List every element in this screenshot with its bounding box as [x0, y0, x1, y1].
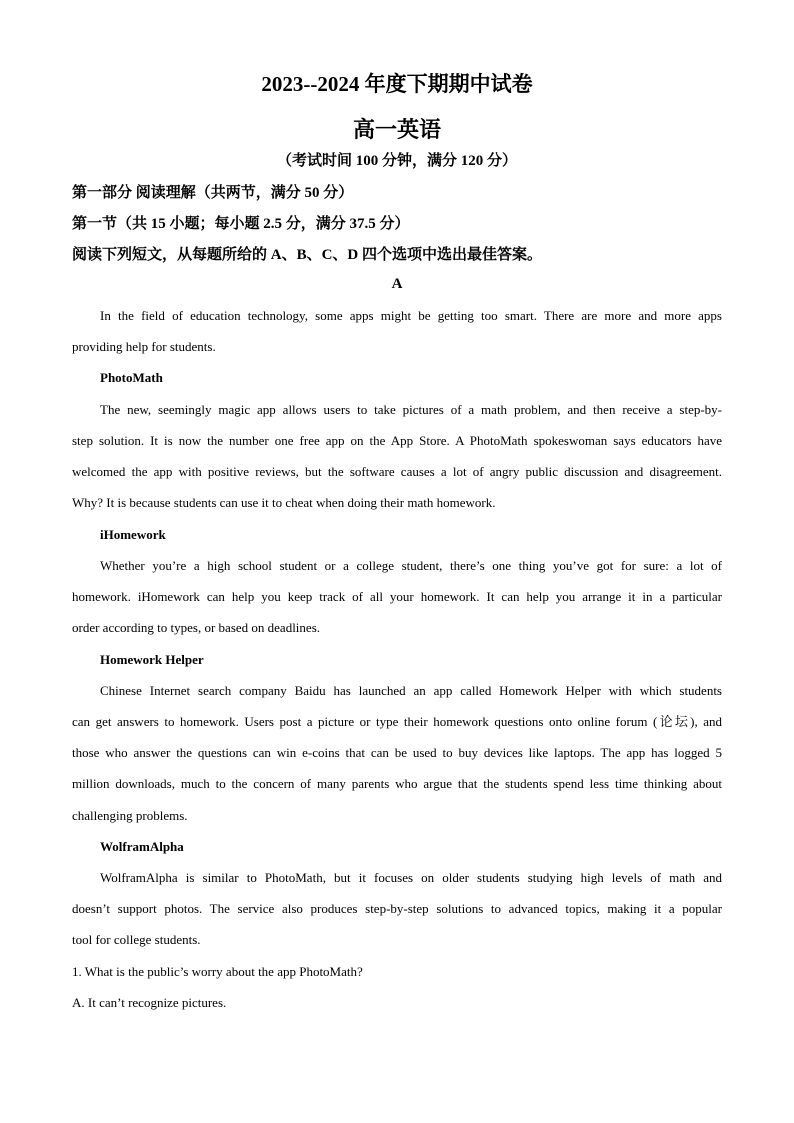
passage-line: million downloads, much to the concern of many parents who argue that the students spend less time thinking about	[72, 776, 722, 791]
exam-info: （考试时间 100 分钟，满分 120 分）	[276, 153, 517, 169]
subject-title: 高一英语	[352, 117, 441, 142]
subsection-heading: 第一节（共 15 小题；每小题 2.5 分，满分 37.5 分）	[72, 216, 410, 232]
passage-line: tool for college students.	[72, 932, 201, 947]
question-stem: 1. What is the public’s worry about the app PhotoMath?	[72, 964, 363, 979]
app-heading-photomath: PhotoMath	[100, 370, 163, 385]
passage-line: challenging problems.	[72, 808, 188, 823]
app-heading-wolframalpha: WolframAlpha	[100, 839, 184, 854]
passage-line: can get answers to homework. Users post a picture or type their homework questions onto online forum (论坛), and	[72, 714, 722, 729]
passage-line: In the field of education technology, some apps might be getting too smart. There are more and more apps	[100, 308, 722, 323]
instructions: 阅读下列短文，从每题所给的 A、B、C、D 四个选项中选出最佳答案。	[72, 247, 543, 263]
passage-line: WolframAlpha is similar to PhotoMath, but it focuses on older students studying high levels of math and	[100, 870, 722, 885]
passage-line: those who answer the questions can win e-coins that can be used to buy devices like laptops. The app has logged 5	[72, 745, 722, 760]
passage-line: doesn’t support photos. The service also produces step-by-step solutions to advanced topics, making it a popular	[72, 901, 722, 916]
passage-line: providing help for students.	[72, 339, 216, 354]
passage-line: Whether you’re a high school student or a college student, there’s one thing you’ve got for sure: a lot of	[100, 558, 722, 573]
app-heading-homework-helper: Homework Helper	[100, 652, 204, 667]
passage-line: Why? It is because students can use it to cheat when doing their math homework.	[72, 495, 496, 510]
passage-line: The new, seemingly magic app allows users to take pictures of a math problem, and then receive a step-by-	[100, 402, 722, 417]
passage-line: welcomed the app with positive reviews, but the software causes a lot of angry public discussion and disagreement.	[72, 464, 722, 479]
exam-title: 2023--2024 年度下期期中试卷	[261, 72, 533, 96]
passage-line: homework. iHomework can help you keep track of all your homework. It can help you arrange it in a particular	[72, 589, 722, 604]
passage-label: A	[391, 276, 403, 292]
app-heading-ihomework: iHomework	[100, 527, 166, 542]
part-heading: 第一部分 阅读理解（共两节，满分 50 分）	[72, 185, 354, 201]
passage-line: Chinese Internet search company Baidu has launched an app called Homework Helper with which students	[100, 683, 722, 698]
passage-line: order according to types, or based on deadlines.	[72, 620, 321, 635]
question-option-a: A. It can’t recognize pictures.	[72, 995, 227, 1010]
passage-line: step solution. It is now the number one free app on the App Store. A PhotoMath spokeswoman says educators have	[72, 433, 722, 448]
